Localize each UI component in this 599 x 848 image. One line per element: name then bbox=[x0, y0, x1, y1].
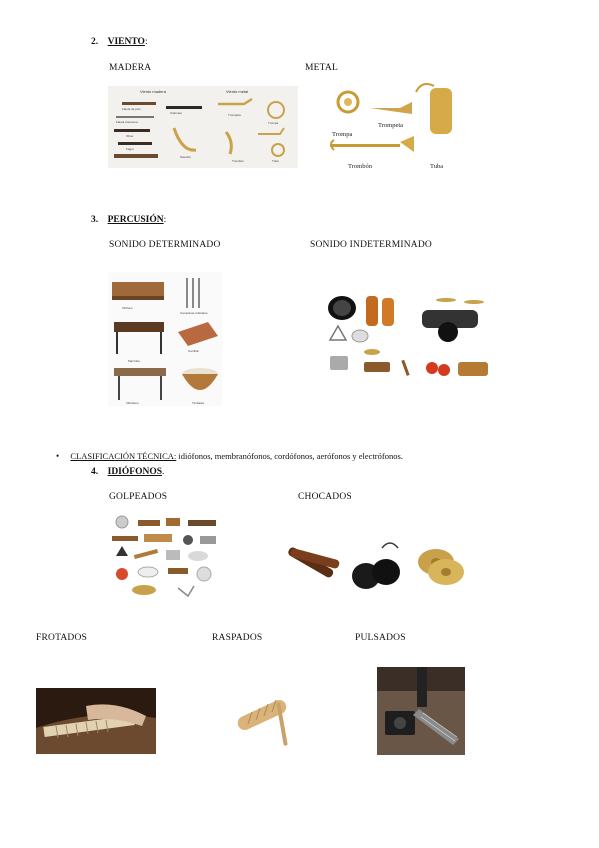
svg-text:Trompa: Trompa bbox=[332, 131, 353, 138]
frotados-label: FROTADOS bbox=[36, 633, 87, 643]
section-title: IDIÓFONOS bbox=[107, 467, 162, 477]
svg-text:Fagot: Fagot bbox=[126, 147, 134, 151]
svg-text:Trompa: Trompa bbox=[268, 121, 279, 125]
svg-text:Viento metal: Viento metal bbox=[226, 89, 249, 94]
section-viento-heading: 2. VIENTO: bbox=[91, 37, 148, 47]
section-number: 3. bbox=[91, 215, 99, 225]
svg-text:Tuba: Tuba bbox=[430, 163, 444, 170]
svg-text:Tuba: Tuba bbox=[272, 159, 279, 163]
chocados-label: CHOCADOS bbox=[298, 492, 352, 502]
bullet-icon: • bbox=[56, 451, 60, 461]
svg-text:Vibráfono: Vibráfono bbox=[126, 401, 139, 405]
golpeados-label: GOLPEADOS bbox=[109, 492, 168, 502]
scraped-idiophone-image bbox=[232, 684, 310, 746]
madera-label: MADERA bbox=[109, 63, 152, 73]
clasificacion-label: CLASIFICACIÓN TÉCNICA: bbox=[70, 451, 177, 461]
clasificacion-tecnica-line bbox=[56, 451, 403, 461]
woodwind-brass-chart-image bbox=[108, 86, 298, 168]
pitched-percussion-image bbox=[108, 272, 222, 406]
svg-text:Marimba: Marimba bbox=[128, 359, 140, 363]
svg-text:Flauta de pico: Flauta de pico bbox=[122, 107, 141, 111]
svg-text:Saxofón: Saxofón bbox=[180, 155, 192, 159]
section-title: VIENTO bbox=[107, 37, 145, 47]
section-number: 2. bbox=[91, 37, 99, 47]
raspados-label: RASPADOS bbox=[212, 633, 263, 643]
friction-idiophone-photo bbox=[36, 688, 156, 754]
clasificacion-text: idiófonos, membranófonos, cordófonos, aerófonos y electrófonos. bbox=[176, 451, 403, 461]
svg-text:Trombón: Trombón bbox=[232, 159, 244, 163]
sonido-indeterminado-label: SONIDO INDETERMINADO bbox=[310, 240, 432, 250]
section-title: PERCUSIÓN bbox=[107, 215, 164, 225]
svg-text:Clarinete: Clarinete bbox=[170, 111, 183, 115]
metal-label: METAL bbox=[305, 63, 338, 73]
svg-text:Campanas tubulares: Campanas tubulares bbox=[180, 311, 208, 315]
svg-text:Trompeta: Trompeta bbox=[378, 122, 404, 129]
clashed-idiophones-image bbox=[284, 536, 470, 592]
svg-text:Timbales: Timbales bbox=[192, 401, 205, 405]
section-idiofonos-heading: 4. IDIÓFONOS. bbox=[91, 467, 165, 477]
section-number: 4. bbox=[91, 467, 99, 477]
pulsados-label: PULSADOS bbox=[355, 633, 406, 643]
svg-text:Carrillón: Carrillón bbox=[188, 349, 200, 353]
section-percusion-heading: 3. PERCUSIÓN: bbox=[91, 215, 167, 225]
sonido-determinado-label: SONIDO DETERMINADO bbox=[109, 240, 221, 250]
brass-instruments-image bbox=[326, 80, 468, 170]
svg-text:Trombón: Trombón bbox=[348, 163, 372, 170]
svg-text:Oboe: Oboe bbox=[126, 134, 134, 138]
plucked-idiophone-photo bbox=[377, 667, 465, 755]
svg-text:Flauta travesera: Flauta travesera bbox=[116, 120, 138, 124]
svg-text:Trompeta: Trompeta bbox=[228, 113, 241, 117]
struck-idiophones-image bbox=[108, 514, 222, 600]
svg-text:Viento madera: Viento madera bbox=[140, 89, 166, 94]
unpitched-percussion-image bbox=[326, 290, 496, 382]
svg-text:Xilófono: Xilófono bbox=[122, 306, 133, 310]
